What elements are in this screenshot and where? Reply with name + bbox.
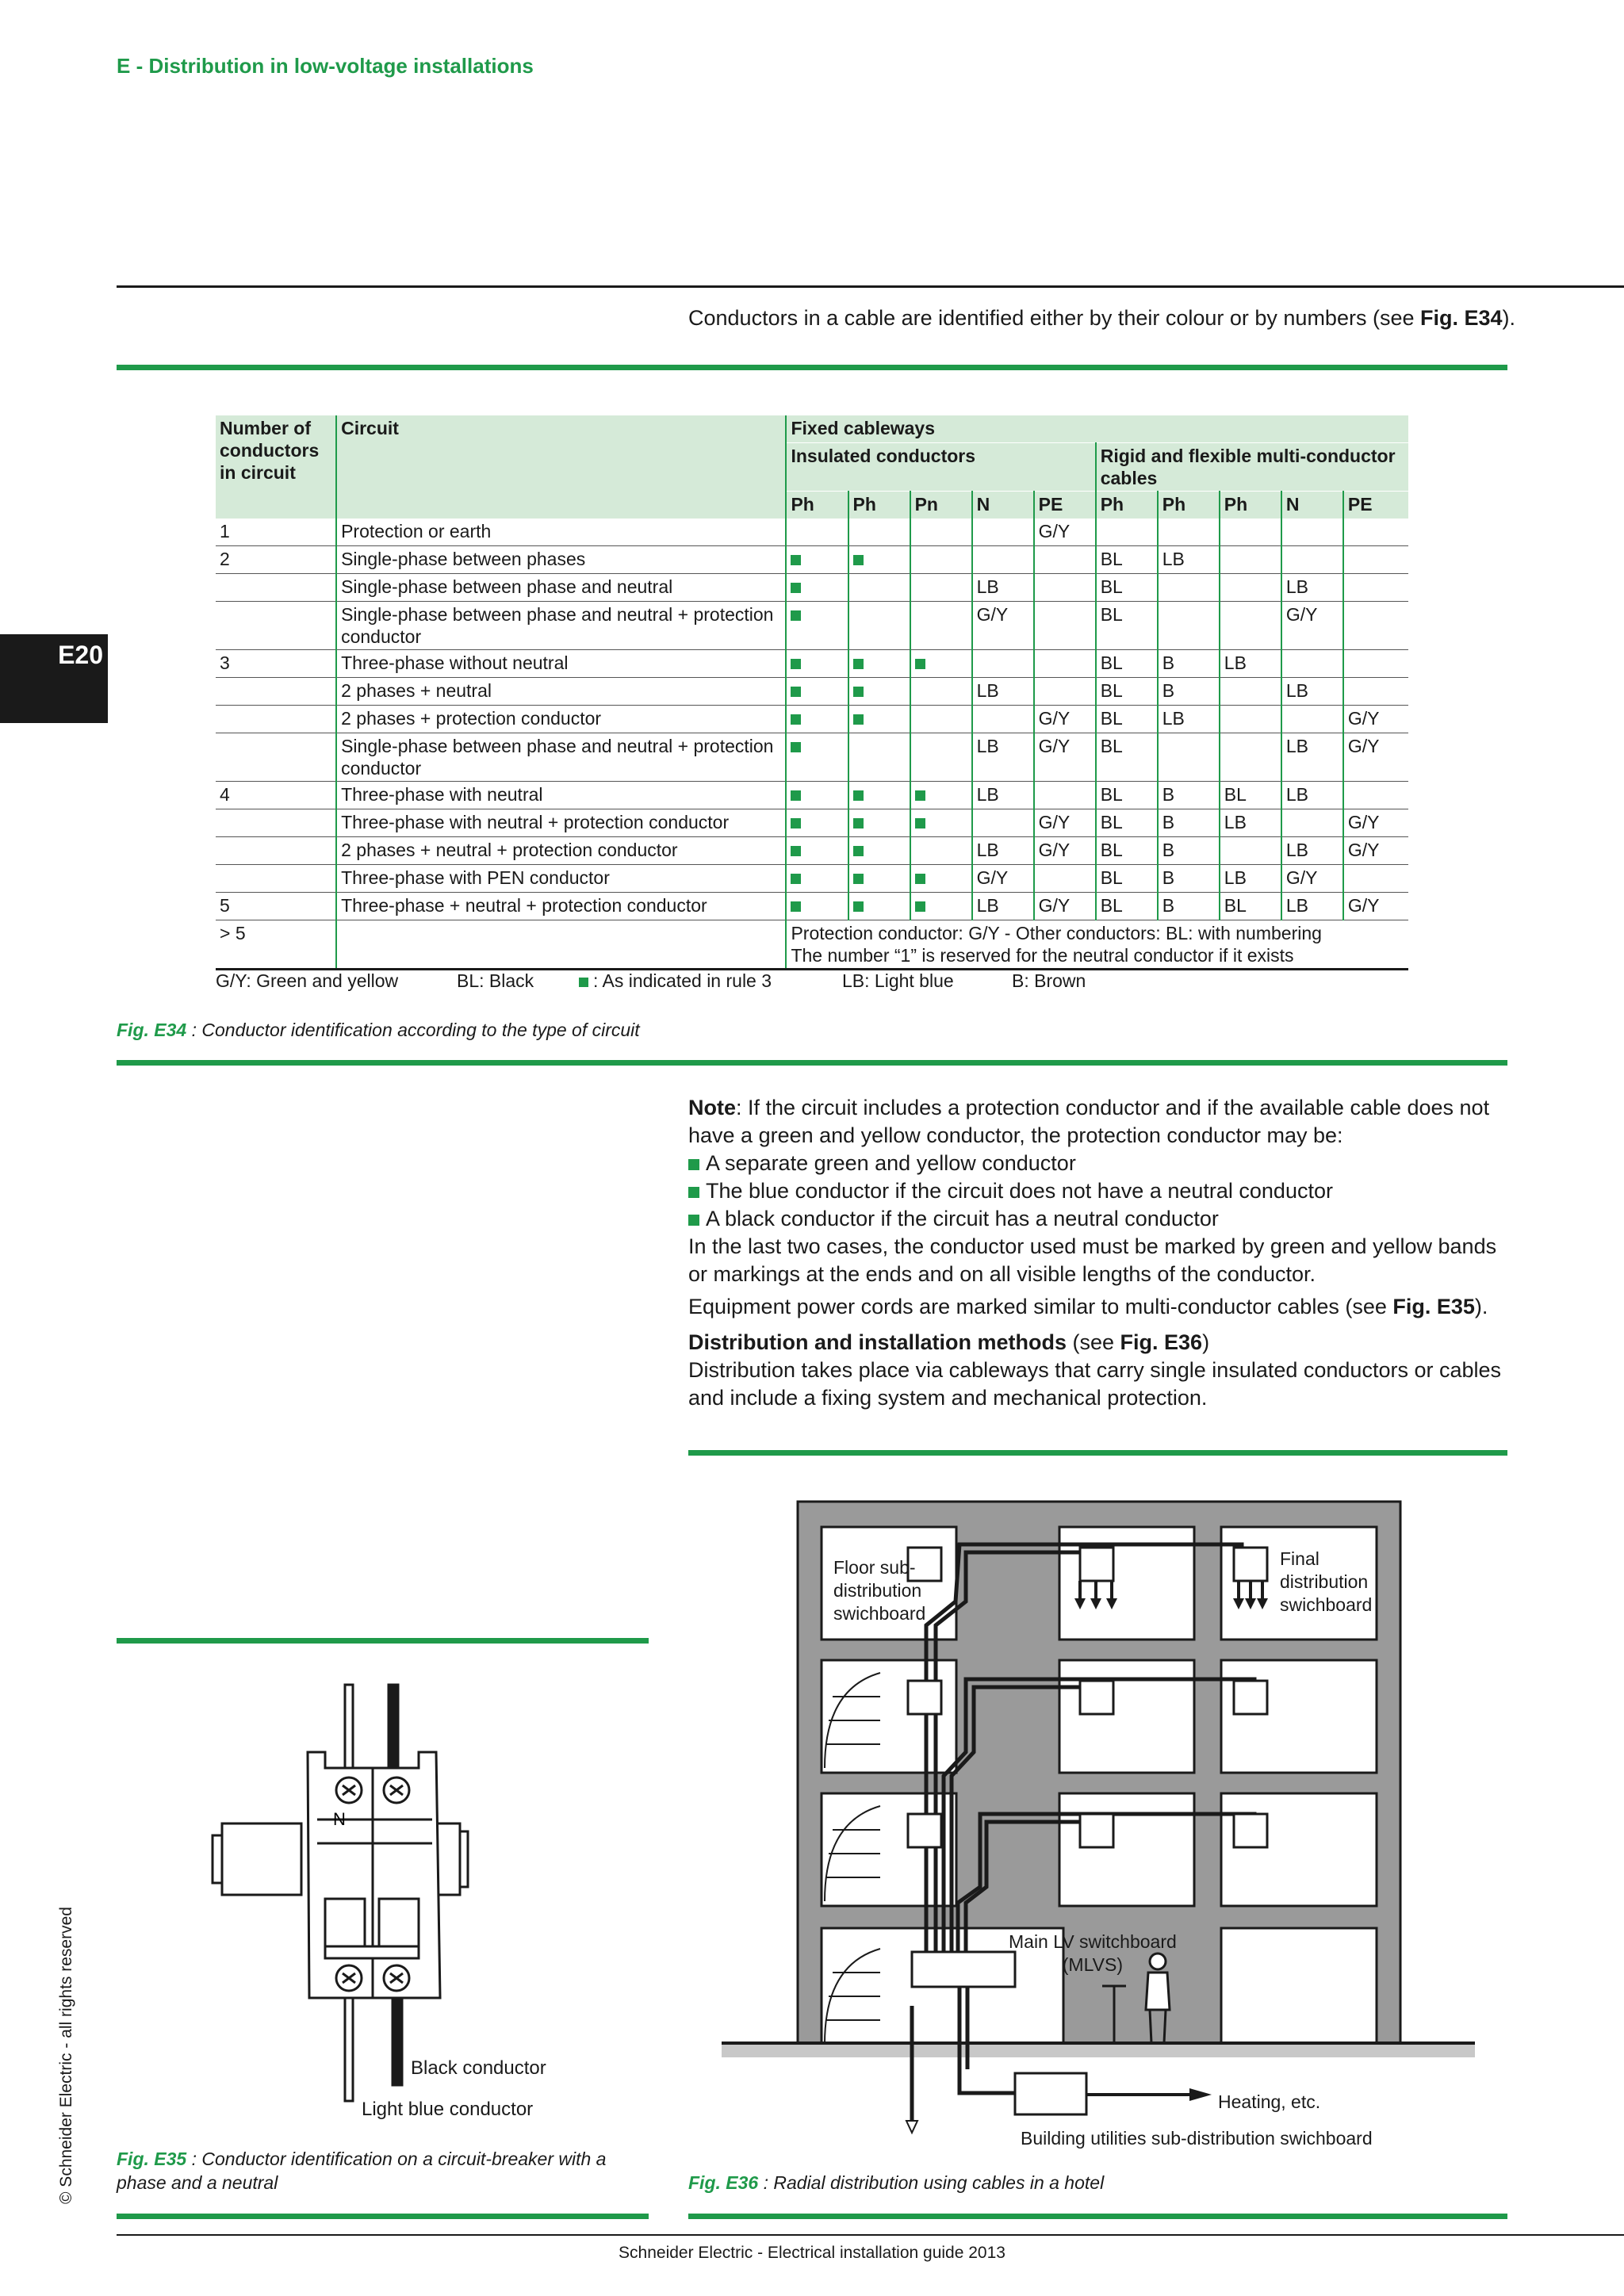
cell-colour [848,602,910,650]
legend-b: B: Brown [1012,970,1086,991]
cell-colour: G/Y [1034,706,1096,733]
fig35-caption: Fig. E35 : Conductor identification on a circuit-breaker with a phase and a neutral [117,2149,607,2193]
cell-colour: BL [1096,574,1158,602]
cell-colour: G/Y [1343,733,1408,782]
cell-circuit: Three-phase without neutral [336,650,786,678]
cell-colour: B [1158,809,1220,837]
header-circuit: Circuit [336,415,786,519]
table-row [216,782,1408,809]
cell-colour [972,706,1034,733]
column-header: Pn [910,492,972,519]
cell-rule3 [848,865,910,893]
cell-colour: B [1158,837,1220,865]
green-rule [117,1060,1507,1066]
cell-colour: G/Y [1281,602,1343,650]
table-row [216,650,1408,678]
cell-colour: LB [972,782,1034,809]
green-square-icon [853,790,864,801]
cell-colour [1220,678,1281,706]
cell-colour [1220,546,1281,574]
column-header: N [972,492,1034,519]
cell-colour: BL [1096,782,1158,809]
header-insulated: Insulated conductors [786,443,1095,492]
column-header: Ph [1220,492,1281,519]
column-header: Ph [1096,492,1158,519]
cell-colour [1034,602,1096,650]
cell-colour: LB [1281,678,1343,706]
green-rule [688,1450,1507,1456]
header-fixed-cableways: Fixed cableways [786,415,1408,443]
cell-colour [1343,678,1408,706]
building-utilities-label: Building utilities sub-distribution swichboard [1021,2128,1373,2149]
cell-colour [910,602,972,650]
green-square-icon [791,901,801,912]
cell-colour [1343,602,1408,650]
note-paragraph: In the last two cases, the conductor used must be marked by green and yellow bands or markings at the ends and on all visible lengths of the conductor. [688,1234,1497,1286]
cell-rule3 [786,782,848,809]
cell-colour: LB [1281,733,1343,782]
cell-circuit: 2 phases + protection conductor [336,706,786,733]
cell-circuit: Single-phase between phase and neutral + protection conductor [336,733,786,782]
cell-circuit: Three-phase + neutral + protection conductor [336,893,786,920]
green-rule [117,365,1507,370]
cell-num-conductors: 4 [216,782,336,809]
column-header: Ph [786,492,848,519]
cell-rule3 [848,706,910,733]
cell-colour [1343,782,1408,809]
fig36-caption: Fig. E36 : Radial distribution using cables in a hotel [688,2172,1105,2193]
green-square-icon [853,846,864,856]
green-square-icon [791,874,801,884]
table-row [216,920,1408,970]
cell-colour [1281,650,1343,678]
neutral-mark: N [333,1809,346,1829]
green-square-icon [915,874,925,884]
cell-num-conductors: > 5 [216,920,336,970]
cell-colour: BL [1096,893,1158,920]
cell-colour [1343,650,1408,678]
cell-rule3 [786,706,848,733]
cell-colour: G/Y [1343,837,1408,865]
green-square-icon [853,555,864,565]
cell-colour [1220,574,1281,602]
cell-colour: LB [1281,574,1343,602]
cell-rule3 [786,546,848,574]
cell-colour: B [1158,865,1220,893]
table-row [216,865,1408,893]
cell-colour [972,809,1034,837]
cell-colour [1034,865,1096,893]
cell-colour [972,546,1034,574]
note-bullet: The blue conductor if the circuit does not have a neutral conductor [688,1177,1513,1205]
cell-colour: B [1158,650,1220,678]
green-square-icon [791,790,801,801]
cell-rule3 [910,782,972,809]
note-bullet: A black conductor if the circuit has a neutral conductor [688,1205,1513,1233]
cell-colour [1034,546,1096,574]
cell-colour: BL [1096,546,1158,574]
cell-colour [910,733,972,782]
divider [117,285,1624,288]
cell-rule3 [786,865,848,893]
cell-colour [1034,574,1096,602]
cell-colour: B [1158,678,1220,706]
green-square-icon [853,818,864,828]
light-blue-conductor-label: Light blue conductor [362,2099,534,2120]
cell-circuit: Single-phase between phases [336,546,786,574]
cell-colour: G/Y [1343,706,1408,733]
green-square-icon [791,846,801,856]
green-square-icon [853,901,864,912]
column-header: Ph [848,492,910,519]
cell-colour: LB [972,837,1034,865]
mlvs-label: Main LV switchboard (MLVS) [1009,1931,1177,1975]
cell-colour [1220,602,1281,650]
cell-rule3 [910,809,972,837]
table-row [216,546,1408,574]
cell-num-conductors [216,706,336,733]
cell-colour: G/Y [1343,809,1408,837]
green-square-icon [791,742,801,752]
column-header: PE [1034,492,1096,519]
legend-lb: LB: Light blue [842,970,954,991]
green-square-icon [688,1159,699,1170]
cell-circuit: Three-phase with neutral + protection conductor [336,809,786,837]
cell-colour: BL [1096,650,1158,678]
cell-colour: B [1158,893,1220,920]
header-num-conductors: Number of conductors in circuit [216,415,336,519]
cell-rule3 [848,837,910,865]
footer-text: Schneider Electric - Electrical installation guide 2013 [619,2244,1005,2262]
cell-rule3 [910,865,972,893]
cell-circuit: Protection or earth [336,519,786,546]
hotel-distribution-diagram [714,1490,1507,2149]
cell-num-conductors: 2 [216,546,336,574]
cell-colour [786,519,848,546]
cell-colour [1096,519,1158,546]
note-paragraph: Note: If the circuit includes a protection conductor and if the available cable does not have a green and yellow conductor, the protection conductor may be: [688,1096,1490,1147]
cell-circuit: 2 phases + neutral + protection conductor [336,837,786,865]
cell-circuit: Three-phase with PEN conductor [336,865,786,893]
cell-colour: LB [1158,546,1220,574]
cell-note: Protection conductor: G/Y - Other conductors: BL: with numbering The number “1” is reserved for the neutral conductor if it exists [786,920,1408,970]
cell-colour [1034,678,1096,706]
cell-num-conductors: 3 [216,650,336,678]
table-row [216,602,1408,650]
cell-num-conductors [216,809,336,837]
green-square-icon [915,818,925,828]
green-square-icon [915,901,925,912]
cell-colour [1281,519,1343,546]
cell-rule3 [786,837,848,865]
cell-colour: LB [1281,893,1343,920]
cell-colour: BL [1096,837,1158,865]
cell-colour [1034,650,1096,678]
note-paragraph: Distribution takes place via cableways that carry single insulated conductors or cables and include a fixing system and mechanical protection. [688,1358,1502,1410]
cell-rule3 [786,893,848,920]
cell-colour: LB [1281,782,1343,809]
column-header: Ph [1158,492,1220,519]
green-square-icon [853,659,864,669]
green-square-icon [791,583,801,593]
cell-colour [1034,782,1096,809]
column-header: N [1281,492,1343,519]
cell-colour: B [1158,782,1220,809]
green-rule [117,2214,649,2219]
cell-colour [910,546,972,574]
divider [117,2234,1624,2236]
cell-colour [1343,546,1408,574]
table-row [216,809,1408,837]
table-row [216,678,1408,706]
cell-colour [972,650,1034,678]
legend-bl: BL: Black [457,970,534,991]
cell-colour [910,706,972,733]
final-switchboard-label: Final distribution swichboard [1280,1548,1373,1615]
intro-text: Conductors in a cable are identified either by their colour or by numbers (see Fig. E34). [688,306,1516,330]
green-square-icon [853,687,864,697]
cell-colour [910,574,972,602]
cell-num-conductors [216,574,336,602]
cell-rule3 [848,782,910,809]
cell-colour [1220,733,1281,782]
table-row [216,733,1408,782]
green-square-icon [791,659,801,669]
cell-colour: G/Y [1034,893,1096,920]
cell-colour [1158,519,1220,546]
fig34-caption: Fig. E34 : Conductor identification according to the type of circuit [117,1020,640,1040]
page-header-title: E - Distribution in low-voltage installations [117,54,534,78]
cell-colour: LB [972,893,1034,920]
green-square-icon [791,555,801,565]
green-rule [117,1638,649,1644]
cell-rule3 [848,650,910,678]
green-square-icon [791,687,801,697]
cell-circuit: Single-phase between phase and neutral [336,574,786,602]
table-row [216,837,1408,865]
cell-colour: G/Y [1343,893,1408,920]
cell-colour [910,837,972,865]
cell-colour [972,519,1034,546]
column-header: PE [1343,492,1408,519]
cell-colour [1158,733,1220,782]
green-square-icon [915,790,925,801]
green-square-icon [688,1215,699,1226]
cell-num-conductors [216,678,336,706]
cell-colour: G/Y [1034,519,1096,546]
green-rule [688,2214,1507,2219]
green-square-icon [853,874,864,884]
cell-rule3 [786,650,848,678]
cell-colour: BL [1220,782,1281,809]
conductor-table [216,415,1408,970]
cell-colour: BL [1220,893,1281,920]
table-row [216,706,1408,733]
cell-rule3 [910,893,972,920]
cell-colour [1281,809,1343,837]
cell-colour: BL [1096,678,1158,706]
table-row [216,893,1408,920]
cell-colour: LB [1281,837,1343,865]
cell-colour [1220,837,1281,865]
cell-circuit: 2 phases + neutral [336,678,786,706]
cell-rule3 [910,650,972,678]
green-square-icon [579,978,588,987]
header-rigid: Rigid and flexible multi-conductor cables [1096,443,1408,492]
cell-circuit [336,920,786,970]
table-row [216,574,1408,602]
note-paragraph: Equipment power cords are marked similar to multi-conductor cables (see Fig. E35). [688,1295,1488,1318]
cell-colour [1343,865,1408,893]
cell-colour: LB [972,678,1034,706]
green-square-icon [688,1187,699,1198]
heating-label: Heating, etc. [1218,2091,1321,2112]
green-square-icon [853,714,864,725]
cell-rule3 [786,574,848,602]
cell-num-conductors [216,837,336,865]
cell-colour: LB [972,733,1034,782]
cell-colour: LB [1220,650,1281,678]
floor-switchboard-label: Floor sub- distribution swichboard [833,1557,926,1624]
cell-num-conductors [216,733,336,782]
cell-rule3 [786,733,848,782]
green-square-icon [915,659,925,669]
cell-num-conductors [216,602,336,650]
cell-circuit: Single-phase between phase and neutral + protection conductor [336,602,786,650]
cell-colour: G/Y [972,865,1034,893]
cell-colour: BL [1096,733,1158,782]
legend-rule: : As indicated in rule 3 [579,970,772,992]
cell-colour: BL [1096,602,1158,650]
section-heading: Distribution and installation methods (see Fig. E36) [688,1330,1210,1354]
cell-colour [848,733,910,782]
cell-colour: G/Y [1034,733,1096,782]
cell-colour: G/Y [1281,865,1343,893]
cell-rule3 [848,546,910,574]
cell-colour: G/Y [1034,809,1096,837]
cell-colour [910,678,972,706]
cell-colour [1343,574,1408,602]
cell-rule3 [848,809,910,837]
cell-rule3 [786,678,848,706]
black-conductor-label: Black conductor [411,2057,546,2079]
cell-colour: LB [972,574,1034,602]
cell-colour: LB [1220,865,1281,893]
cell-colour [1158,574,1220,602]
cell-colour: G/Y [972,602,1034,650]
cell-colour: BL [1096,865,1158,893]
cell-rule3 [848,893,910,920]
cell-colour: BL [1096,809,1158,837]
legend-gy: G/Y: Green and yellow [216,970,399,991]
cell-colour [1158,602,1220,650]
cell-colour [1220,706,1281,733]
green-square-icon [791,610,801,621]
cell-circuit: Three-phase with neutral [336,782,786,809]
cell-rule3 [786,602,848,650]
cell-colour [848,519,910,546]
cell-colour: G/Y [1034,837,1096,865]
cell-num-conductors: 5 [216,893,336,920]
cell-rule3 [848,678,910,706]
cell-colour: BL [1096,706,1158,733]
cell-colour [910,519,972,546]
note-block [688,1094,1513,1412]
green-square-icon [791,714,801,725]
page-tab: E20 [0,634,108,723]
note-bullet: A separate green and yellow conductor [688,1150,1513,1177]
cell-colour [1343,519,1408,546]
cell-colour: LB [1220,809,1281,837]
copyright-text: © Schneider Electric - all rights reserved [57,1907,75,2204]
cell-colour [1281,546,1343,574]
cell-colour [848,574,910,602]
cell-colour [1281,706,1343,733]
cell-colour [1220,519,1281,546]
cell-num-conductors: 1 [216,519,336,546]
cell-colour: LB [1158,706,1220,733]
cell-rule3 [786,809,848,837]
table-row [216,519,1408,546]
cell-num-conductors [216,865,336,893]
green-square-icon [791,818,801,828]
